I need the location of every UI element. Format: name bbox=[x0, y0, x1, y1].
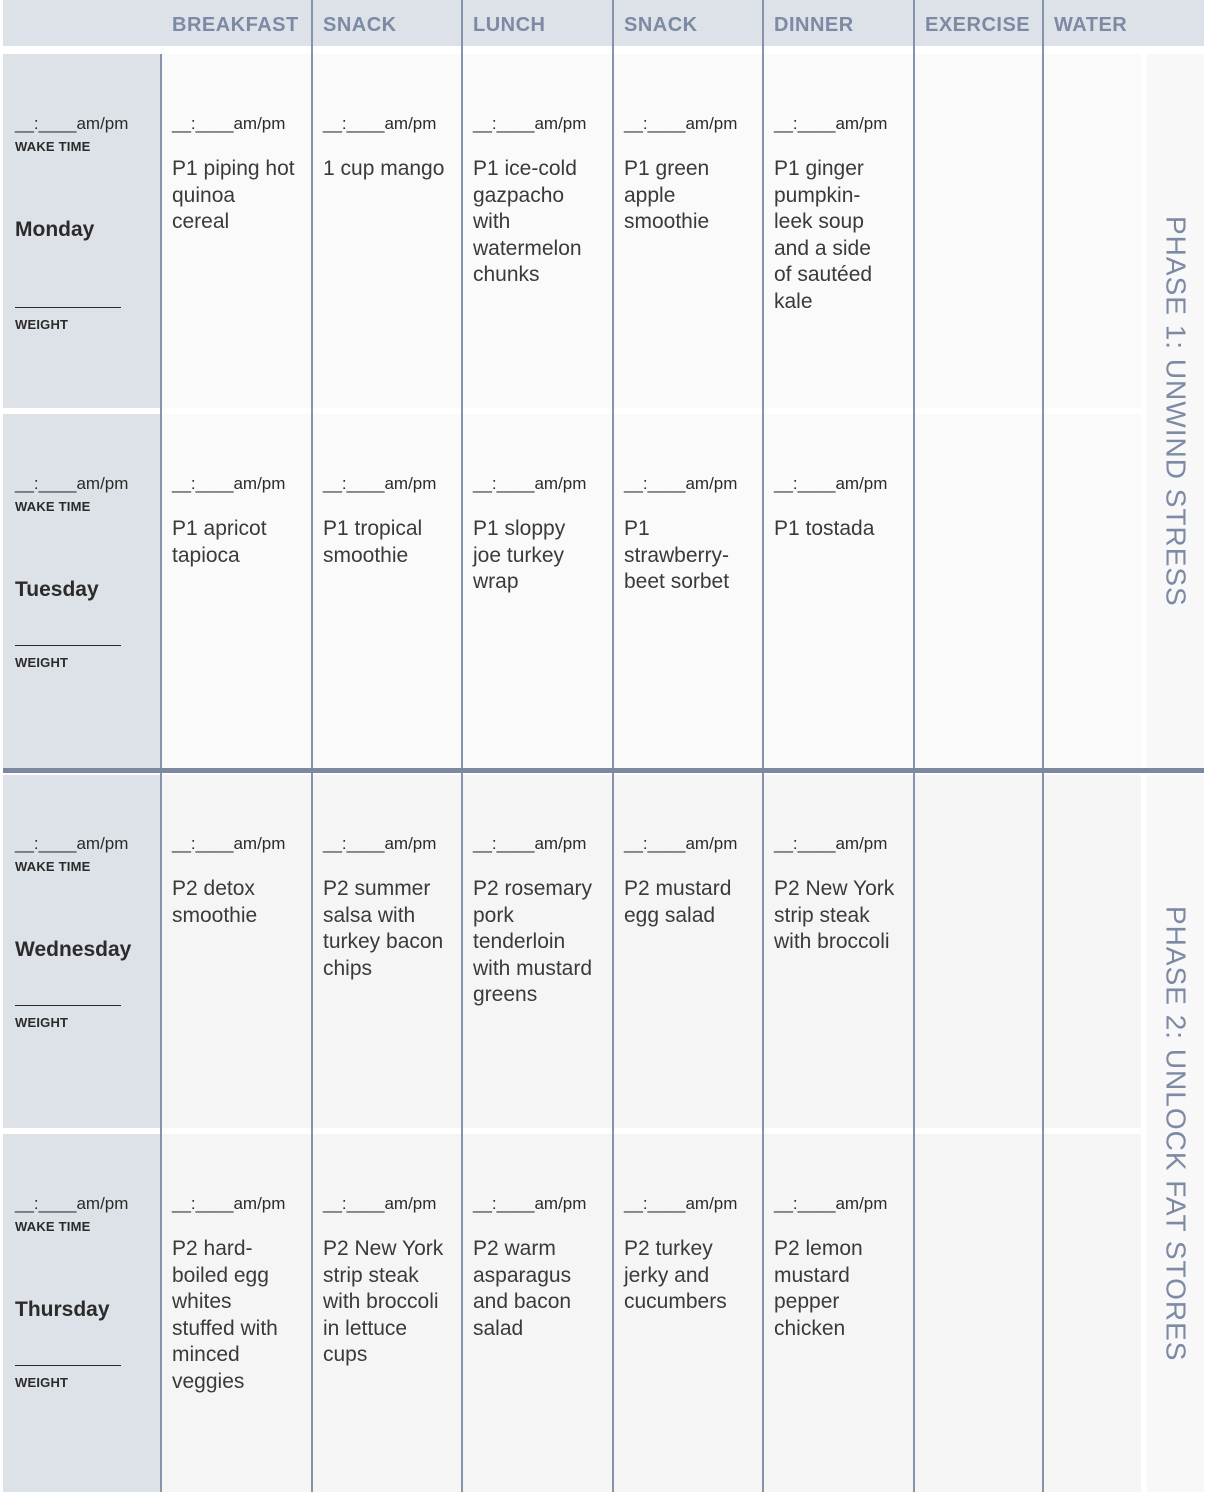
phase-2-label: PHASE 2: UNLOCK FAT STORES bbox=[1160, 905, 1192, 1362]
meal-time-field[interactable]: __:____am/pm bbox=[473, 474, 587, 493]
weight-label: WEIGHT bbox=[15, 1015, 69, 1030]
meal-breakfast: P1 apricot tapioca bbox=[172, 517, 267, 567]
wake-time-label: WAKE TIME bbox=[15, 859, 91, 874]
meal-time-field[interactable]: __:____am/pm bbox=[172, 1194, 286, 1213]
wake-time-label: WAKE TIME bbox=[15, 499, 91, 514]
day-name: Thursday bbox=[15, 1298, 110, 1321]
header-breakfast: BREAKFAST bbox=[172, 14, 299, 36]
grid-line bbox=[461, 0, 463, 1492]
meal-breakfast: P2 detox smoothie bbox=[172, 877, 258, 927]
weight-label: WEIGHT bbox=[15, 1375, 69, 1390]
weight-field[interactable] bbox=[15, 1365, 121, 1366]
grid-line bbox=[160, 54, 162, 1492]
header-snack-1: SNACK bbox=[323, 14, 397, 36]
meal-time-field[interactable]: __:____am/pm bbox=[172, 474, 286, 493]
weight-field[interactable] bbox=[15, 645, 121, 646]
meal-time-field[interactable]: __:____am/pm bbox=[323, 114, 437, 133]
meal-time-field[interactable]: __:____am/pm bbox=[323, 474, 437, 493]
wake-time-field[interactable]: __:____am/pm bbox=[15, 114, 129, 133]
meal-dinner: P1 ginger pumpkin-leek soup and a side of sautéed kale bbox=[774, 157, 873, 313]
meal-snack-1: P2 New York strip steak with broccoli in lettuce cups bbox=[323, 1237, 444, 1366]
wake-time-field[interactable]: __:____am/pm bbox=[15, 834, 129, 853]
wake-time-field[interactable]: __:____am/pm bbox=[15, 474, 129, 493]
meal-dinner: P1 tostada bbox=[774, 517, 875, 540]
meal-time-field[interactable]: __:____am/pm bbox=[624, 1194, 738, 1213]
meal-snack-1: P1 tropical smoothie bbox=[323, 517, 423, 567]
meal-time-field[interactable]: __:____am/pm bbox=[774, 834, 888, 853]
meal-snack-1: 1 cup mango bbox=[323, 157, 445, 180]
meal-time-field[interactable]: __:____am/pm bbox=[172, 114, 286, 133]
meal-breakfast: P2 hard-boiled egg whites stuffed with minced veggies bbox=[172, 1237, 278, 1393]
header-snack-2: SNACK bbox=[624, 14, 698, 36]
meal-time-field[interactable]: __:____am/pm bbox=[172, 834, 286, 853]
meal-snack-2: P2 turkey jerky and cucumbers bbox=[624, 1237, 727, 1313]
day-name: Monday bbox=[15, 218, 95, 241]
grid-line bbox=[1042, 0, 1044, 1492]
meal-dinner: P2 lemon mustard pepper chicken bbox=[774, 1237, 863, 1340]
meal-time-field[interactable]: __:____am/pm bbox=[774, 474, 888, 493]
meal-breakfast: P1 piping hot quinoa cereal bbox=[172, 157, 295, 233]
wake-time-label: WAKE TIME bbox=[15, 139, 91, 154]
meal-time-field[interactable]: __:____am/pm bbox=[624, 114, 738, 133]
meal-time-field[interactable]: __:____am/pm bbox=[774, 114, 888, 133]
meal-snack-2: P2 mustard egg salad bbox=[624, 877, 732, 927]
meal-time-field[interactable]: __:____am/pm bbox=[624, 834, 738, 853]
meal-snack-1: P2 summer salsa with turkey bacon chips bbox=[323, 877, 444, 980]
grid-line bbox=[913, 0, 915, 1492]
weight-label: WEIGHT bbox=[15, 317, 69, 332]
day-name: Wednesday bbox=[15, 938, 132, 961]
meal-time-field[interactable]: __:____am/pm bbox=[473, 1194, 587, 1213]
meal-lunch: P2 warm asparagus and bacon salad bbox=[473, 1237, 572, 1340]
header-exercise: EXERCISE bbox=[925, 14, 1031, 36]
wake-time-label: WAKE TIME bbox=[15, 1219, 91, 1234]
meal-time-field[interactable]: __:____am/pm bbox=[624, 474, 738, 493]
meal-snack-2: P1 green apple smoothie bbox=[624, 157, 710, 233]
meal-time-field[interactable]: __:____am/pm bbox=[473, 834, 587, 853]
meal-snack-2: P1 strawberry-beet sorbet bbox=[624, 517, 730, 593]
header-water: WATER bbox=[1054, 14, 1128, 36]
meal-lunch: P1 ice-cold gazpacho with watermelon chunks bbox=[473, 157, 582, 286]
meal-time-field[interactable]: __:____am/pm bbox=[323, 1194, 437, 1213]
meal-lunch: P1 sloppy joe turkey wrap bbox=[473, 517, 566, 593]
grid-line bbox=[311, 0, 313, 1492]
day-name: Tuesday bbox=[15, 578, 99, 601]
wake-time-field[interactable]: __:____am/pm bbox=[15, 1194, 129, 1213]
meal-dinner: P2 New York strip steak with broccoli bbox=[774, 877, 895, 953]
phase-1-label: PHASE 1: UNWIND STRESS bbox=[1160, 215, 1192, 607]
meal-time-field[interactable]: __:____am/pm bbox=[774, 1194, 888, 1213]
weight-label: WEIGHT bbox=[15, 655, 69, 670]
header-dinner: DINNER bbox=[774, 14, 854, 36]
phase-divider bbox=[3, 768, 1204, 773]
meal-time-field[interactable]: __:____am/pm bbox=[473, 114, 587, 133]
grid-line bbox=[612, 0, 614, 1492]
grid-line bbox=[762, 0, 764, 1492]
meal-time-field[interactable]: __:____am/pm bbox=[323, 834, 437, 853]
weight-field[interactable] bbox=[15, 1005, 121, 1006]
weight-field[interactable] bbox=[15, 307, 121, 308]
meal-lunch: P2 rosemary pork tenderloin with mustard greens bbox=[473, 877, 593, 1006]
header-lunch: LUNCH bbox=[473, 14, 546, 36]
